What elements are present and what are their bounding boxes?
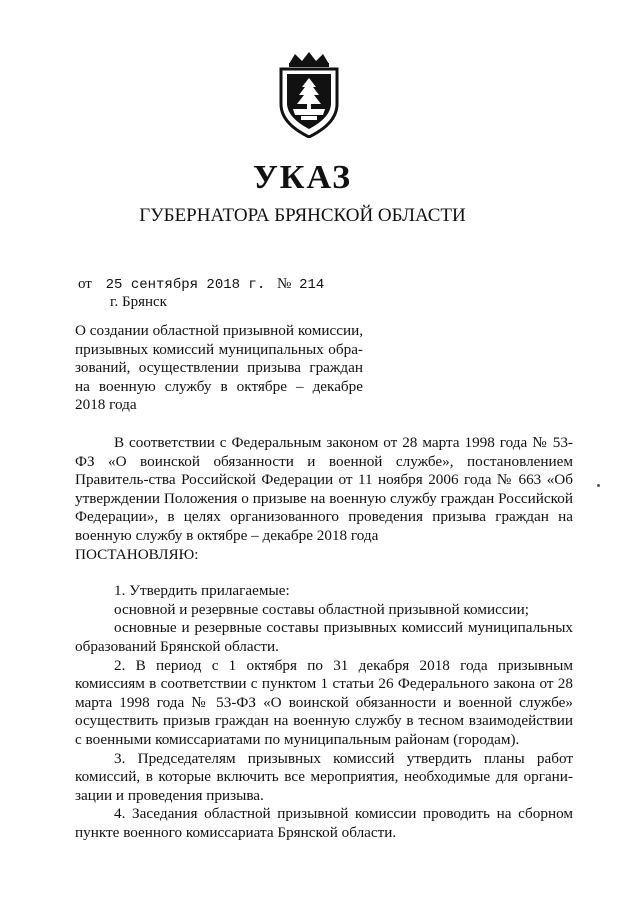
item-paragraph: 3. Председателям призывных комиссий утвердить планы работ комиссий, в которые включить все мероприятия, необходимые для органи-зации и проведения призыва. — [75, 749, 573, 804]
item-paragraph: 2. В период с 1 октября по 31 декабря 2018 года призывным комиссиям в соответствии с пунктом 1 статьи 26 Федерального закона от 28 марта 1998 года № 53-ФЗ «О воинской обязанности и военной службе» осуществить призыв граждан на военную службу в тесном взаимодействии с военными комиссариатами по муниципальным районам (городам). — [75, 656, 573, 748]
preamble-paragraph: В соответствии с Федеральным законом от 28 марта 1998 года № 53-ФЗ «О воинской обязанности и военной службе», постановлением Правитель-ства Российской Федерации от 11 ноября 2006 года № 663 «Об утверждении Положения о призыве на военную службу граждан Российской Федерации», в целях организованного проведения призыва граждан на военную службу в октябре – декабре 2018 года — [75, 434, 573, 544]
number-prefix: № — [277, 276, 292, 292]
bryansk-oblast-coat-of-arms-icon — [275, 52, 343, 138]
document-subject: О создании областной призывной комиссии, призывных комиссий муниципальных обра-зований, осуществлении призыва граждан на военную службу в октябре – декабре 2018 года — [75, 322, 363, 414]
scan-speck — [597, 484, 600, 487]
item-paragraph: основные и резервные составы призывных комиссий муниципальных образований Брянской области. — [75, 619, 573, 655]
document-subtitle: ГУБЕРНАТОРА БРЯНСКОЙ ОБЛАСТИ — [139, 205, 466, 226]
item-paragraph: основной и резервные составы областной призывной комиссии; — [114, 600, 530, 618]
decree-word: ПОСТАНОВЛЯЮ: — [75, 545, 199, 563]
city-line: г. Брянск — [110, 294, 167, 310]
item-paragraph: 1. Утвердить прилагаемые: — [114, 582, 290, 600]
date-number-line — [78, 275, 324, 294]
document-title: УКАЗ — [252, 159, 353, 196]
decree-number: 214 — [299, 277, 325, 293]
decree-date: 25 сентября 2018 г. — [105, 277, 266, 293]
document-body — [75, 434, 573, 842]
item-paragraph: 4. Заседания областной призывной комиссии проводить на сборном пункте военного комиссариата Брянской области. — [75, 805, 573, 841]
date-prefix: от — [78, 276, 92, 292]
